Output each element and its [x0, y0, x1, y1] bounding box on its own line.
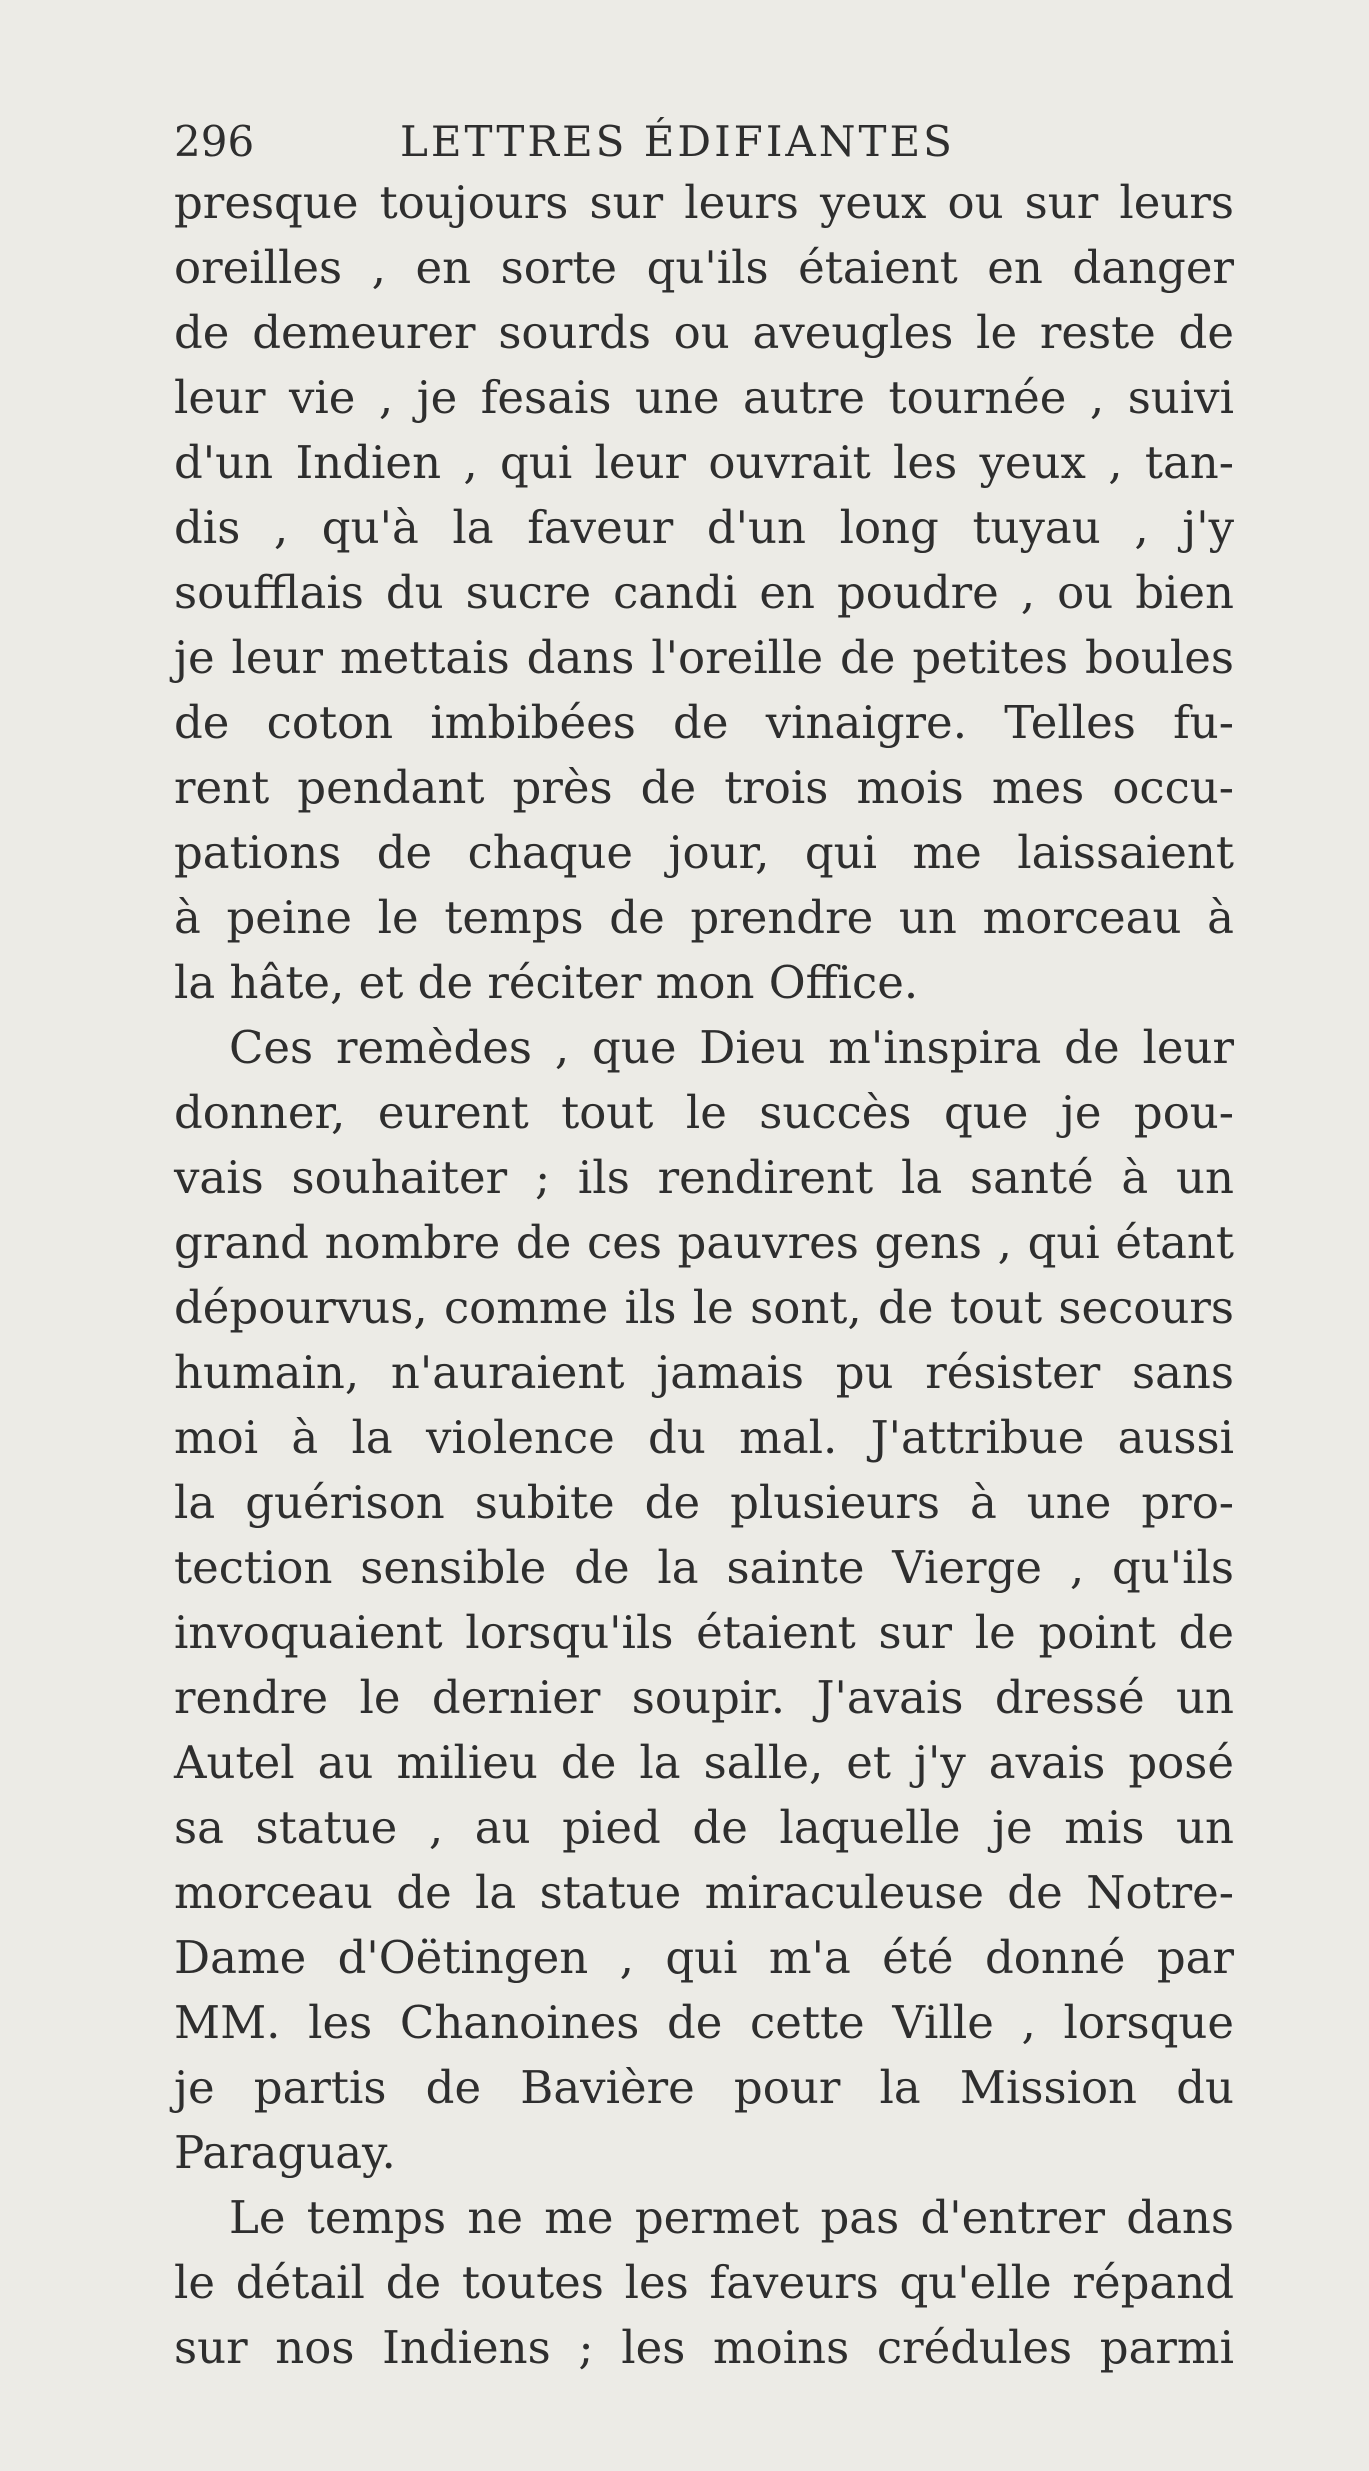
text-line: la hâte, et de réciter mon Office. [174, 956, 919, 1009]
page-header [174, 112, 1234, 172]
body-text [174, 170, 1234, 2380]
text-line: sur nos Indiens ; les moins crédules parmi [174, 2321, 1234, 2374]
running-title: LETTRES ÉDIFIANTES [400, 117, 955, 166]
text-line: MM. les Chanoines de cette Ville , lorsque [174, 1996, 1234, 2049]
text-line: oreilles , en sorte qu'ils étaient en danger [174, 241, 1234, 294]
text-line: soufflais du sucre candi en poudre , ou bien [174, 566, 1234, 619]
text-line: moi à la violence du mal. J'attribue aussi [174, 1411, 1234, 1464]
text-line: à peine le temps de prendre un morceau à [174, 891, 1234, 944]
text-line: la guérison subite de plusieurs à une pro- [174, 1476, 1234, 1529]
text-line: sa statue , au pied de laquelle je mis un [174, 1801, 1234, 1854]
text-line: invoquaient lorsqu'ils étaient sur le point de [174, 1606, 1234, 1659]
text-line: grand nombre de ces pauvres gens , qui étant [174, 1216, 1234, 1269]
text-line: Autel au milieu de la salle, et j'y avais posé [174, 1736, 1234, 1789]
text-line: tection sensible de la sainte Vierge , qu'ils [174, 1541, 1234, 1594]
text-line: presque toujours sur leurs yeux ou sur leurs [174, 176, 1234, 229]
text-line: vais souhaiter ; ils rendirent la santé à un [174, 1151, 1234, 1204]
text-line: morceau de la statue miraculeuse de Notre- [174, 1866, 1234, 1919]
page-number: 296 [174, 117, 255, 166]
text-line: rent pendant près de trois mois mes occu- [174, 761, 1234, 814]
text-line: leur vie , je fesais une autre tournée , suivi [174, 371, 1234, 424]
text-line: le détail de toutes les faveurs qu'elle répand [174, 2256, 1234, 2309]
text-line: donner, eurent tout le succès que je pou- [174, 1086, 1234, 1139]
text-line: dépourvus, comme ils le sont, de tout secours [174, 1281, 1234, 1334]
text-line: de demeurer sourds ou aveugles le reste de [174, 306, 1234, 359]
text-line: humain, n'auraient jamais pu résister sans [174, 1346, 1234, 1399]
paragraph-start-line: Le temps ne me permet pas d'entrer dans [229, 2191, 1234, 2244]
text-line: je leur mettais dans l'oreille de petites boules [174, 631, 1234, 684]
text-line: Paraguay. [174, 2126, 396, 2179]
text-line: d'un Indien , qui leur ouvrait les yeux , tan- [174, 436, 1234, 489]
paragraph-start-line: Ces remèdes , que Dieu m'inspira de leur [229, 1021, 1234, 1074]
text-line: Dame d'Oëtingen , qui m'a été donné par [174, 1931, 1234, 1984]
text-line: rendre le dernier soupir. J'avais dressé un [174, 1671, 1234, 1724]
text-line: pations de chaque jour, qui me laissaient [174, 826, 1234, 879]
text-line: de coton imbibées de vinaigre. Telles fu- [174, 696, 1234, 749]
text-line: je partis de Bavière pour la Mission du [174, 2061, 1234, 2114]
text-line: dis , qu'à la faveur d'un long tuyau , j'y [174, 501, 1234, 554]
